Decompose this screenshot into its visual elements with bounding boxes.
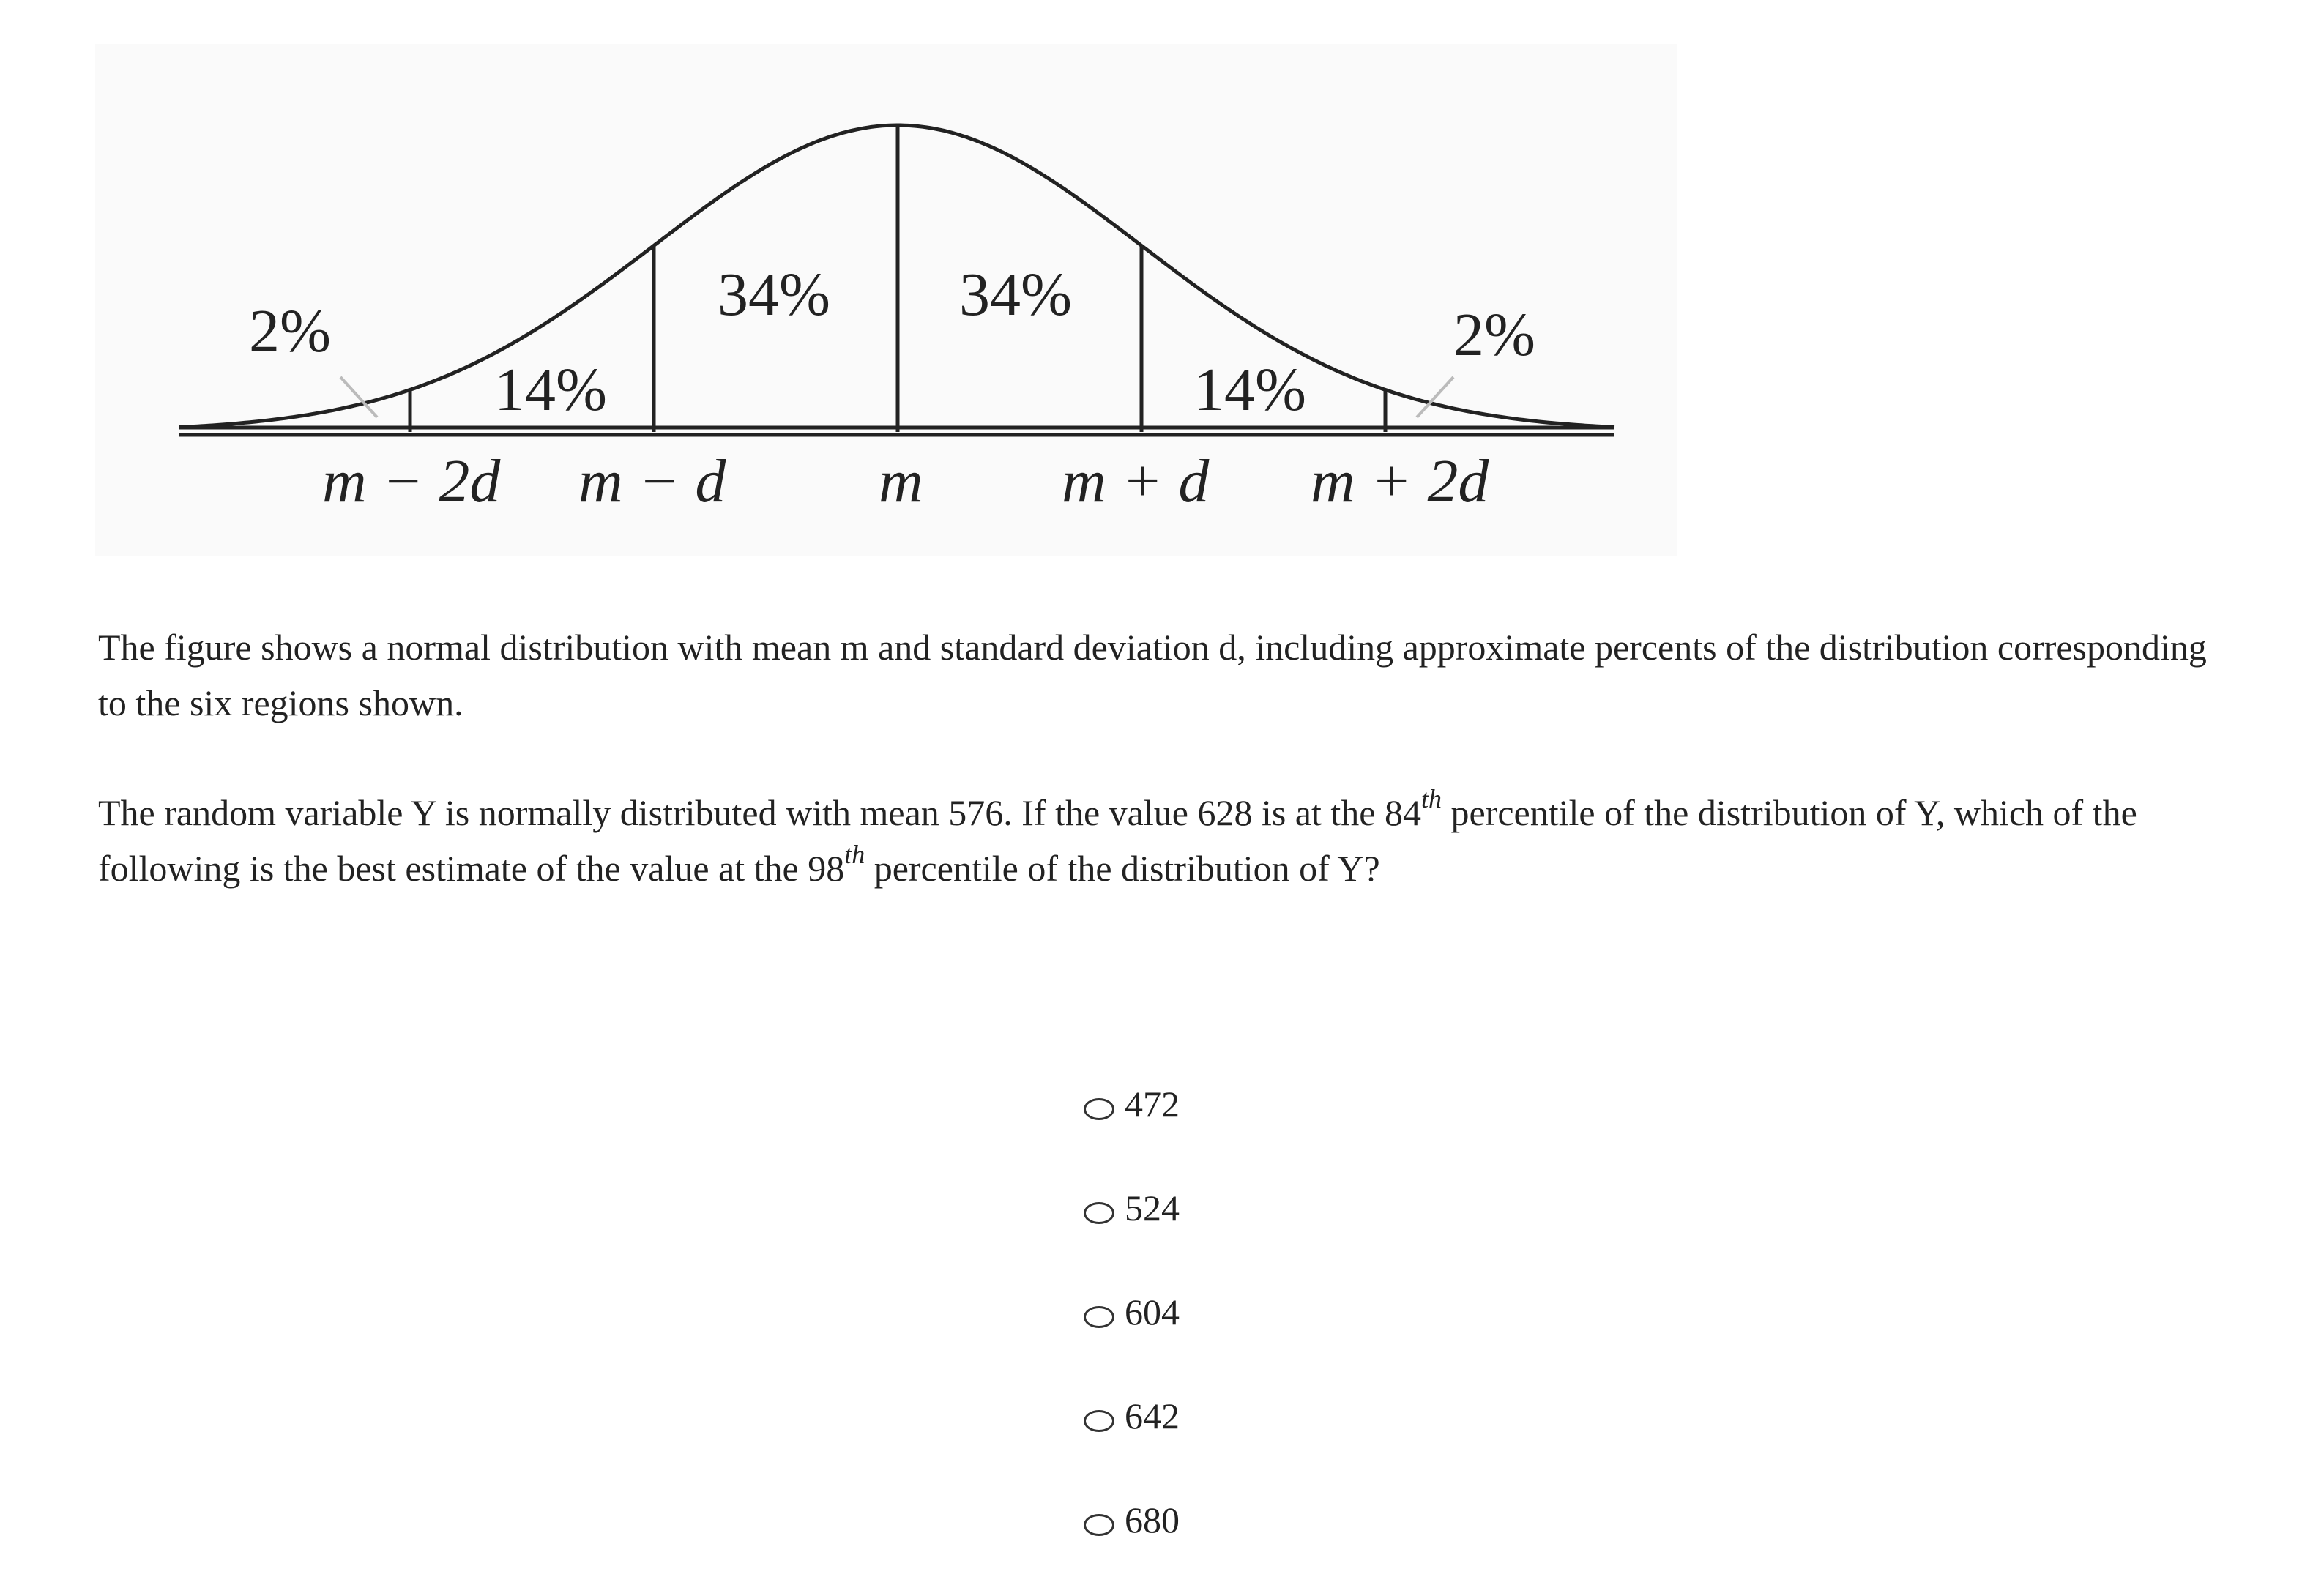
percent-far-left: 2% xyxy=(249,297,331,365)
leader-line-left xyxy=(340,377,377,417)
choice-label: 604 xyxy=(1125,1291,1180,1332)
normal-curve-diagram xyxy=(95,44,1677,556)
choice-label: 524 xyxy=(1125,1187,1180,1228)
stem-part-3: percentile of the distribution of Y? xyxy=(865,848,1380,889)
choice-option[interactable] xyxy=(1084,1388,1450,1492)
choice-option[interactable] xyxy=(1084,1284,1450,1388)
radio-button-icon[interactable] xyxy=(1084,1202,1114,1224)
axis-label-m-minus-d: m − d xyxy=(578,447,726,515)
choice-label: 680 xyxy=(1125,1499,1180,1540)
radio-button-icon[interactable] xyxy=(1084,1514,1114,1536)
stem-part-1: The random variable Y is normally distributed with mean 576. If the value 628 is at the 84 xyxy=(98,792,1421,833)
choice-label: 472 xyxy=(1125,1084,1180,1125)
choice-label: 642 xyxy=(1125,1395,1180,1436)
choice-option[interactable] xyxy=(1084,1492,1450,1596)
axis-label-m: m xyxy=(879,447,923,515)
question-stem xyxy=(98,785,2214,896)
percent-left-inner: 34% xyxy=(718,261,830,329)
radio-button-icon[interactable] xyxy=(1084,1098,1114,1120)
radio-button-icon[interactable] xyxy=(1084,1410,1114,1432)
axis-label-m-plus-2d: m + 2d xyxy=(1311,447,1489,515)
axis-label-m-minus-2d: m − 2d xyxy=(322,447,501,515)
answer-choices xyxy=(1084,1076,1450,1596)
question-intro: The figure shows a normal distribution with mean m and standard deviation d, including approximate percents of the distribution corresponding to the six regions shown. xyxy=(98,627,2207,723)
percent-right-inner: 34% xyxy=(959,261,1072,329)
superscript-th-1: th xyxy=(1420,784,1442,814)
superscript-th-2: th xyxy=(844,840,865,870)
leader-line-right xyxy=(1417,377,1453,417)
radio-button-icon[interactable] xyxy=(1084,1306,1114,1328)
stem-part-2: percentile of the distribution of Y, which of the following is the best estimate of the value at the 98 xyxy=(98,792,2137,889)
percent-right-outer: 14% xyxy=(1193,356,1306,424)
choice-option[interactable] xyxy=(1084,1180,1450,1284)
percent-far-right: 2% xyxy=(1453,301,1535,369)
choice-option[interactable] xyxy=(1084,1076,1450,1180)
axis-label-m-plus-d: m + d xyxy=(1062,447,1210,515)
percent-left-outer: 14% xyxy=(494,356,607,424)
normal-distribution-figure xyxy=(95,44,1677,556)
